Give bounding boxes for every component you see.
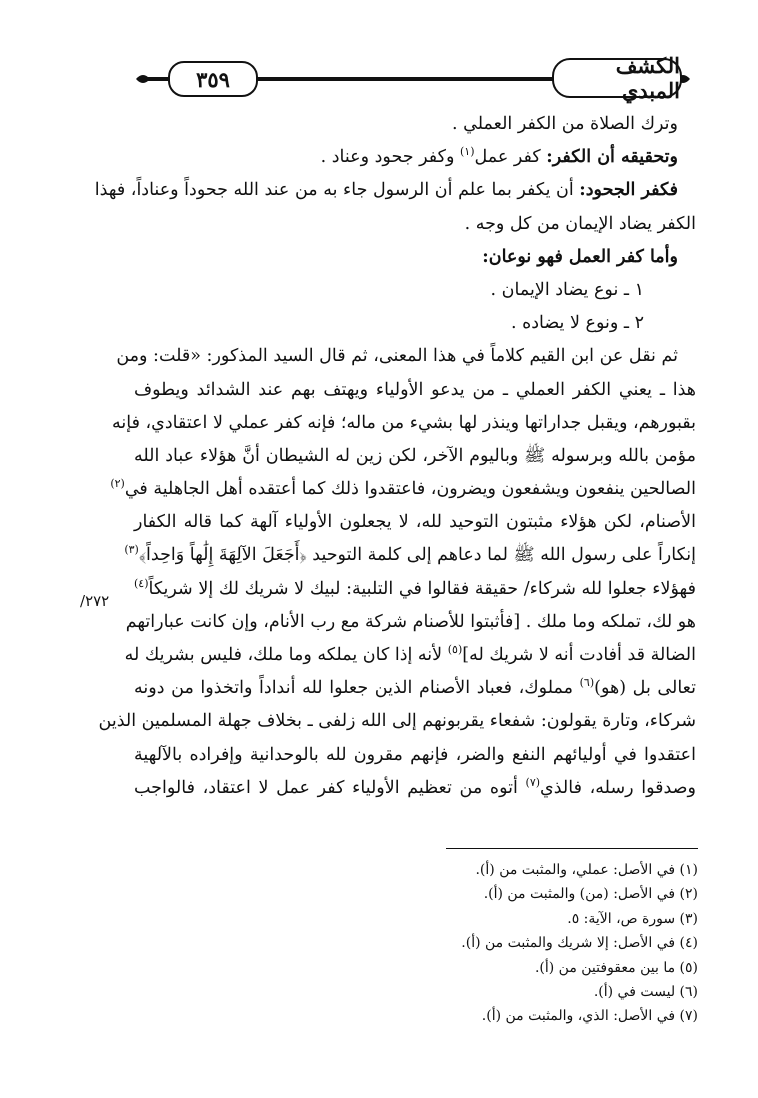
footnote-separator xyxy=(446,848,698,849)
text-span: مؤمن بالله وبرسوله ﷺ وباليوم الآخر، لكن زين له الشيطان أنَّ هؤلاء عباد الله xyxy=(134,445,696,466)
footnote-marker: (٣) xyxy=(124,543,139,557)
footnote: (٤) في الأصل: إلا شريك والمثبت من (أ). xyxy=(461,935,698,952)
text-line xyxy=(110,473,696,506)
text-span: مملوك، فعباد الأصنام الذين جعلوا لله أنداداً واتخذوا من دونه xyxy=(134,678,580,699)
text-line xyxy=(94,174,696,207)
footnote-marker: (٧) xyxy=(525,775,541,789)
bold-lead: فكفر الجحود: xyxy=(579,180,678,201)
text-span: هذا ـ يعني الكفر العملي ـ من يدعو الأولياء ويهتف بهم عند الشدائد ويطوف xyxy=(134,379,696,400)
text-line xyxy=(124,539,696,572)
text-line xyxy=(134,506,696,539)
footnote-marker: (١) xyxy=(459,145,475,159)
bold-lead: وتحقيقه أن الكفر: xyxy=(546,147,678,168)
text-span: إنكاراً على رسول الله ﷺ لما دعاهم إلى كلمة التوحيد ﴿أَجَعَلَ الآلِهَةَ إِلَٰهاً وَاحِداً﴾ xyxy=(138,545,696,566)
text-line xyxy=(134,141,696,174)
header-ornament-left xyxy=(134,70,152,88)
text-line xyxy=(134,440,696,473)
footnote-marker: (٦) xyxy=(579,676,595,690)
text-span: كفر عمل xyxy=(474,147,547,168)
footnote: (٧) في الأصل: الذي، والمثبت من (أ). xyxy=(481,1008,698,1025)
book-title-text: الكشف المبدي xyxy=(615,53,680,103)
text-line xyxy=(134,307,696,340)
text-line xyxy=(116,340,696,373)
text-span: اعتقدوا في أوليائهم النفع والضر، فإنهم مقرون لله بالوحدانية وإفراده بالآلهية xyxy=(134,744,696,765)
text-line xyxy=(134,274,696,307)
text-span: ثم نقل عن ابن القيم كلاماً في هذا المعنى، ثم قال السيد المذكور: «قلت: ومن xyxy=(116,346,678,367)
text-span: الصالحين ينفعون ويشفعون ويضرون، فاعتقدوا ذلك كما أعتقده أهل الجاهلية في xyxy=(124,479,696,500)
text-span: الضالة قد أفادت أنه لا شريك له] xyxy=(462,645,696,665)
text-span: وترك الصلاة من الكفر العملي . xyxy=(452,114,678,134)
footnote-marker: (٢) xyxy=(110,477,125,491)
text-span: فهؤلاء جعلوا لله شركاء/ حقيقة فقالوا في التلبية: لبيك لا شريك لك إلا شريكاً xyxy=(148,578,696,599)
text-span: أن يكفر بما علم أن الرسول جاء به من عند الله جحوداً وعناداً، فهذا xyxy=(94,180,580,201)
text-line xyxy=(134,241,696,274)
footnote-marker: (٥) xyxy=(447,643,463,657)
text-line xyxy=(98,705,696,738)
footnotes xyxy=(138,858,698,1029)
footnote: (٣) سورة ص، الآية: ٥. xyxy=(567,910,698,927)
bold-lead: وأما كفر العمل فهو نوعان: xyxy=(482,246,678,267)
text-line xyxy=(124,639,696,672)
text-span: أتوه من تعظيم الأولياء كفر عمل لا اعتقاد، فالواجب xyxy=(134,777,526,798)
footnote: (٥) ما بين معقوفتين من (أ). xyxy=(534,959,698,976)
footnote: (٢) في الأصل: (من) والمثبت من (أ). xyxy=(483,886,698,903)
text-line xyxy=(125,606,696,639)
text-span: وصدقوا رسله، فالذي xyxy=(540,777,696,798)
text-span: هو لك، تملكه وما ملك . [فأثبتوا للأصنام شركة مع رب الأنام، وإن كانت عباراتهم xyxy=(125,611,696,632)
page-number xyxy=(168,61,258,97)
text-span: وكفر جحود وعناد . xyxy=(320,147,460,168)
footnote: (٦) ليست في (أ). xyxy=(593,984,698,1001)
page-header xyxy=(138,53,688,103)
text-span: بقبورهم، ويقبل جداراتها وينذر لها بشيء من ماله؛ فإنه كفر عملي لا اعتقادي، فإنه xyxy=(111,412,696,433)
text-span: شركاء، وتارة يقولون: شفعاء يقربونهم إلى الله زلفى ـ بخلاف جهلة المسلمين الذين xyxy=(98,711,696,732)
text-line xyxy=(134,739,696,772)
text-span: الأصنام، لكن هؤلاء مثبتون التوحيد لله، لا يجعلون الأولياء آلهة كما قاله الكفار xyxy=(134,512,696,533)
text-line xyxy=(111,407,696,440)
text-line xyxy=(134,672,696,705)
text-span: لأنه إذا كان يملكه وما ملك، فليس بشريك له xyxy=(124,645,448,665)
text-line xyxy=(134,772,696,805)
text-line xyxy=(134,573,696,606)
text-line xyxy=(134,108,696,141)
text-line xyxy=(134,374,696,407)
page-number-text: ٣٥٩ xyxy=(196,66,230,92)
text-line xyxy=(134,208,696,241)
book-title xyxy=(552,53,682,103)
margin-reference: ٢٧٢/ xyxy=(80,592,110,610)
footnote-marker: (٤) xyxy=(134,576,149,590)
footnote: (١) في الأصل: عملي، والمثبت من (أ). xyxy=(475,862,698,878)
text-span: تعالى بل (هو) xyxy=(594,678,696,699)
text-span: الكفر يضاد الإيمان من كل وجه . xyxy=(464,213,696,234)
text-span: ١ ـ نوع يضاد الإيمان . xyxy=(490,279,644,300)
text-span: ٢ ـ ونوع لا يضاده . xyxy=(510,313,644,334)
